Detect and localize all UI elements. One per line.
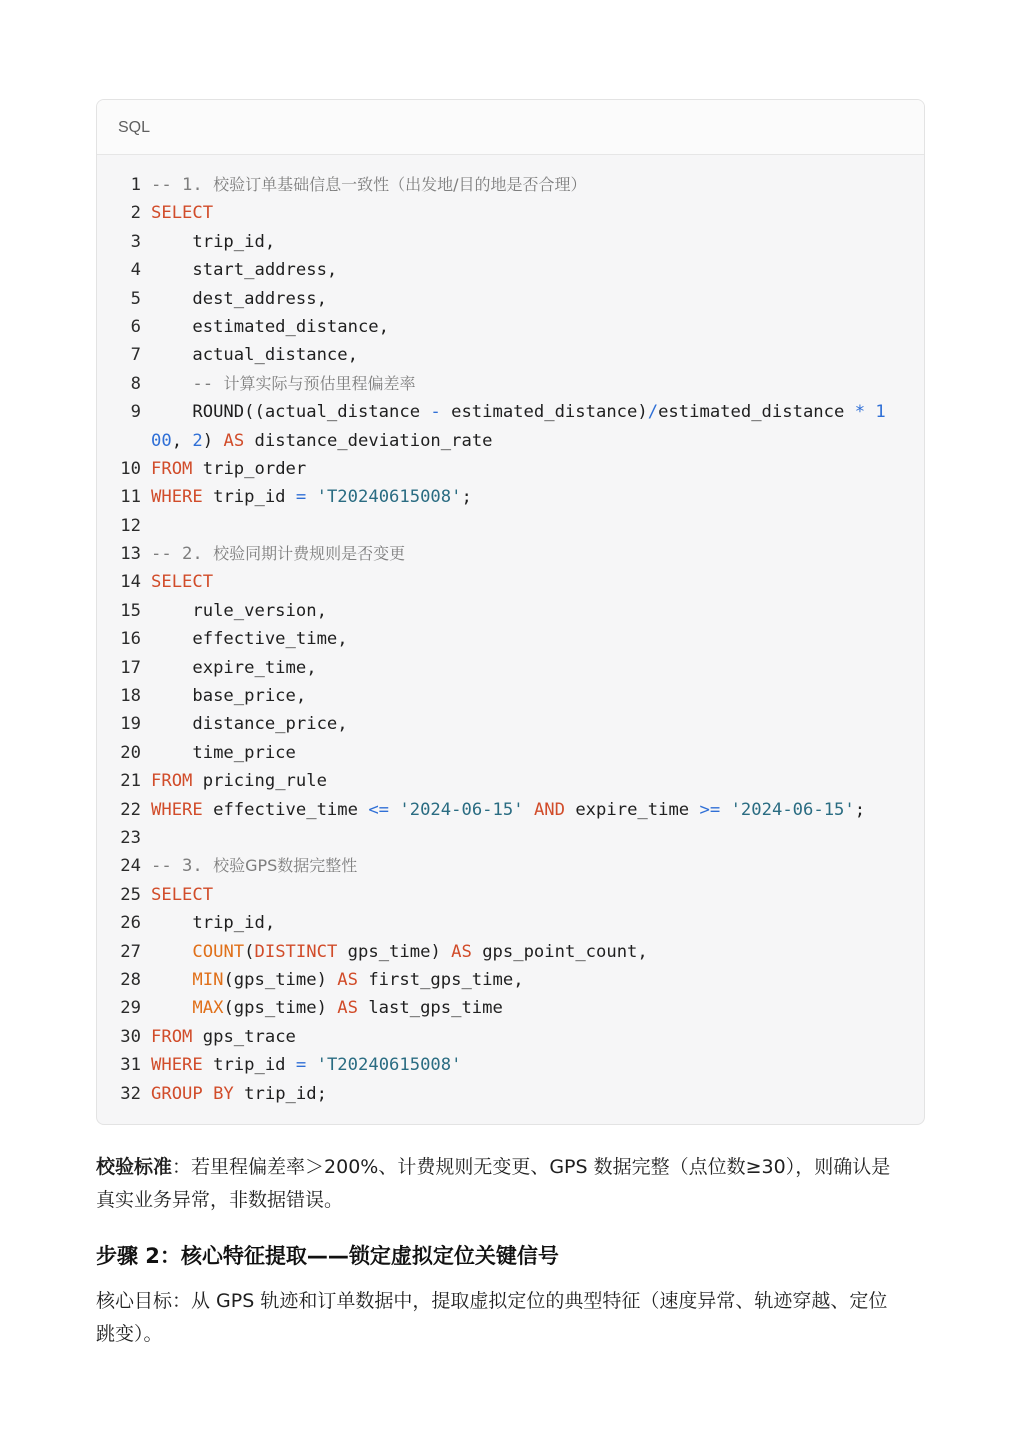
code-line: [97, 909, 924, 937]
code-line: [97, 824, 924, 852]
code-line: [97, 199, 924, 227]
code-token: estimated_distance: [658, 402, 855, 423]
code-token: [865, 402, 875, 422]
code-token: 校验GPS数据完整性: [213, 856, 358, 876]
line-number: 29: [120, 998, 141, 1019]
code-token: >=: [699, 799, 721, 820]
code-token: SELECT: [151, 572, 214, 593]
line-number: 20: [120, 742, 141, 763]
code-token: SELECT: [151, 884, 214, 905]
code-text: [151, 654, 317, 682]
code-token: expire_time,: [151, 657, 317, 678]
code-token: trip_id;: [233, 1083, 327, 1104]
step2-goal-line2: 跳变）。: [96, 1323, 163, 1345]
code-text: [151, 625, 348, 653]
code-token: effective_time: [202, 799, 369, 820]
code-token: ;: [854, 799, 866, 820]
code-text: [151, 455, 306, 483]
code-text: [151, 1080, 327, 1108]
line-number: 13: [120, 544, 141, 565]
code-token: [306, 487, 316, 507]
code-token: -- 3.: [151, 856, 214, 877]
line-number: 2: [130, 203, 141, 224]
code-token: /: [647, 402, 659, 423]
code-text: [151, 1051, 461, 1079]
line-number: 4: [130, 260, 141, 281]
code-line: [97, 625, 924, 653]
code-text: [151, 796, 865, 824]
code-token: ,: [171, 430, 193, 451]
code-text: [151, 341, 358, 369]
code-token: FROM: [151, 1026, 193, 1047]
code-line: [97, 370, 924, 398]
code-token: [720, 800, 730, 820]
code-text: [151, 938, 648, 966]
code-line: [97, 171, 924, 199]
line-number: 28: [120, 969, 141, 990]
code-token: actual_distance,: [151, 345, 358, 366]
line-number: 18: [120, 686, 141, 707]
line-number: 24: [120, 856, 141, 877]
code-token: MIN: [192, 969, 224, 990]
code-line: [97, 568, 924, 596]
code-token: [151, 998, 192, 1018]
line-number: 12: [120, 515, 141, 536]
code-token: estimated_distance): [440, 402, 648, 423]
code-line: [97, 483, 924, 511]
code-token: 2: [192, 430, 203, 451]
code-token: expire_time: [564, 799, 700, 820]
line-number: 5: [130, 288, 141, 309]
criteria-text-line1: ：若里程偏差率＞200%、计费规则无变更、GPS 数据完整（点位数≥30），则确认是: [172, 1156, 891, 1178]
code-line: [97, 767, 924, 795]
line-number: 11: [120, 487, 141, 508]
code-token: WHERE: [151, 1055, 203, 1076]
line-number: 25: [120, 884, 141, 905]
code-text: [151, 171, 587, 199]
code-token: ROUND((actual_distance: [151, 402, 431, 423]
code-token: pricing_rule: [192, 771, 327, 792]
code-token: SELECT: [151, 203, 214, 224]
code-body: [97, 171, 924, 1108]
step2-goal-line1: 核心目标：从 GPS 轨迹和订单数据中，提取虚拟定位的典型特征（速度异常、轨迹穿越、定位: [96, 1290, 888, 1312]
code-token: DISTINCT: [254, 941, 338, 962]
line-number: 15: [120, 600, 141, 621]
code-token: AS: [451, 941, 472, 962]
code-token: 00: [151, 430, 172, 451]
code-token: [306, 1055, 316, 1075]
code-token: -: [430, 402, 441, 423]
code-text: [151, 881, 213, 909]
code-text: [151, 540, 405, 568]
code-token: =: [295, 1055, 307, 1076]
code-line: [97, 739, 924, 767]
code-token: dest_address,: [151, 288, 327, 309]
code-line: [97, 1023, 924, 1051]
code-token: [151, 942, 192, 962]
code-token: 校验订单基础信息一致性（出发地/目的地是否合理）: [213, 175, 587, 194]
code-token: (: [244, 941, 255, 962]
code-token: start_address,: [151, 260, 338, 281]
line-number: 26: [120, 913, 141, 934]
code-line: [97, 313, 924, 341]
code-token: AS: [223, 430, 245, 451]
code-line: [97, 540, 924, 568]
code-token: effective_time,: [151, 629, 348, 650]
code-token: [389, 800, 399, 820]
criteria-text-line2: 真实业务异常，非数据错误。: [96, 1189, 344, 1211]
code-token: distance_price,: [151, 714, 348, 735]
code-line: [97, 654, 924, 682]
criteria-paragraph: [96, 1151, 926, 1217]
code-text: [151, 370, 415, 398]
code-line: [97, 256, 924, 284]
code-language-label: SQL: [97, 100, 924, 155]
code-text: [151, 710, 348, 738]
code-text: [151, 1023, 296, 1051]
line-number: 17: [120, 657, 141, 678]
code-token: [524, 800, 534, 820]
code-line: [97, 1080, 924, 1108]
code-token: 计算实际与预估里程偏差率: [223, 373, 416, 393]
code-token: COUNT: [192, 941, 245, 962]
code-token: *: [854, 402, 866, 423]
code-token: --: [151, 373, 224, 394]
code-line: [97, 796, 924, 824]
code-line: [97, 512, 924, 540]
code-line: [97, 228, 924, 256]
code-token: gps_trace: [192, 1026, 296, 1047]
code-token: WHERE: [151, 799, 203, 820]
line-number: 19: [120, 714, 141, 735]
code-line: [97, 966, 924, 994]
code-token: WHERE: [151, 487, 203, 508]
code-token: trip_id: [202, 1055, 296, 1076]
code-text: [151, 994, 503, 1022]
code-text: [151, 228, 275, 256]
line-number: 1: [130, 175, 141, 195]
code-token: FROM: [151, 458, 193, 479]
code-text: [151, 852, 357, 880]
code-token: last_gps_time: [357, 998, 503, 1019]
line-number: 32: [120, 1083, 141, 1104]
code-token: base_price,: [151, 686, 307, 707]
criteria-label: 校验标准: [96, 1156, 173, 1178]
code-token: 1: [875, 402, 886, 423]
code-token: trip_id,: [151, 231, 276, 252]
step2-heading: 步骤 2：核心特征提取——锁定虚拟定位关键信号: [96, 1244, 559, 1268]
step2-goal-paragraph: [96, 1285, 926, 1351]
code-token: AS: [337, 998, 358, 1019]
line-number: 10: [120, 458, 141, 479]
code-token: GROUP BY: [151, 1083, 234, 1104]
line-number: 3: [130, 231, 141, 252]
code-text: [151, 427, 493, 455]
code-line: [97, 710, 924, 738]
line-number: 22: [120, 799, 141, 820]
code-line: [97, 852, 924, 880]
code-token: estimated_distance,: [151, 316, 389, 337]
code-text: [151, 313, 389, 341]
code-token: <=: [368, 799, 390, 820]
code-token: [151, 970, 192, 990]
code-line: [97, 994, 924, 1022]
code-token: rule_version,: [151, 600, 327, 621]
code-token: =: [295, 487, 307, 508]
code-token: 'T20240615008': [316, 487, 462, 508]
code-token: trip_order: [192, 458, 307, 479]
line-number: 14: [120, 572, 141, 593]
code-token: ): [202, 430, 224, 451]
code-text: [151, 767, 327, 795]
code-line: [97, 455, 924, 483]
line-number: 7: [130, 345, 141, 366]
code-line: [97, 938, 924, 966]
code-token: ;: [461, 487, 472, 508]
line-number: 31: [120, 1055, 141, 1076]
code-token: '2024-06-15': [399, 799, 524, 820]
code-line: [97, 682, 924, 710]
code-token: gps_point_count,: [471, 941, 648, 962]
line-number: 16: [120, 629, 141, 650]
code-line: [97, 881, 924, 909]
code-token: 校验同期计费规则是否变更: [213, 544, 406, 564]
code-token: first_gps_time,: [357, 969, 524, 990]
code-text: [151, 739, 296, 767]
line-number: 9: [130, 402, 141, 423]
code-text: [151, 285, 327, 313]
code-line: [97, 341, 924, 369]
code-line: [97, 597, 924, 625]
code-token: trip_id: [202, 487, 296, 508]
code-token: AS: [337, 969, 358, 990]
code-text: [151, 256, 337, 284]
line-number: 30: [120, 1026, 141, 1047]
code-text: [151, 597, 327, 625]
code-text: [151, 483, 472, 511]
code-text: [151, 199, 213, 227]
code-token: distance_deviation_rate: [244, 430, 493, 451]
line-number: 6: [130, 316, 141, 337]
code-token: -- 1.: [151, 175, 214, 195]
code-text: [151, 568, 213, 596]
code-token: (gps_time): [223, 969, 338, 990]
code-line: [97, 398, 924, 426]
code-token: gps_time): [337, 941, 452, 962]
code-token: FROM: [151, 771, 193, 792]
code-token: AND: [533, 799, 565, 820]
code-text: [151, 966, 524, 994]
code-text: [151, 682, 306, 710]
code-token: -- 2.: [151, 544, 214, 565]
line-number: 27: [120, 941, 141, 962]
code-block: [96, 99, 925, 1125]
line-number: 23: [120, 827, 141, 848]
code-token: trip_id,: [151, 913, 276, 934]
code-token: 'T20240615008': [316, 1055, 462, 1076]
code-text: [151, 398, 886, 426]
line-number: 8: [130, 373, 141, 394]
code-line: [97, 285, 924, 313]
code-text: [151, 909, 275, 937]
code-token: (gps_time): [223, 998, 338, 1019]
code-token: MAX: [192, 998, 224, 1019]
code-line: [97, 1051, 924, 1079]
code-line: [97, 427, 924, 455]
code-token: time_price: [151, 742, 296, 763]
code-token: '2024-06-15': [730, 799, 855, 820]
line-number: 21: [120, 771, 141, 792]
